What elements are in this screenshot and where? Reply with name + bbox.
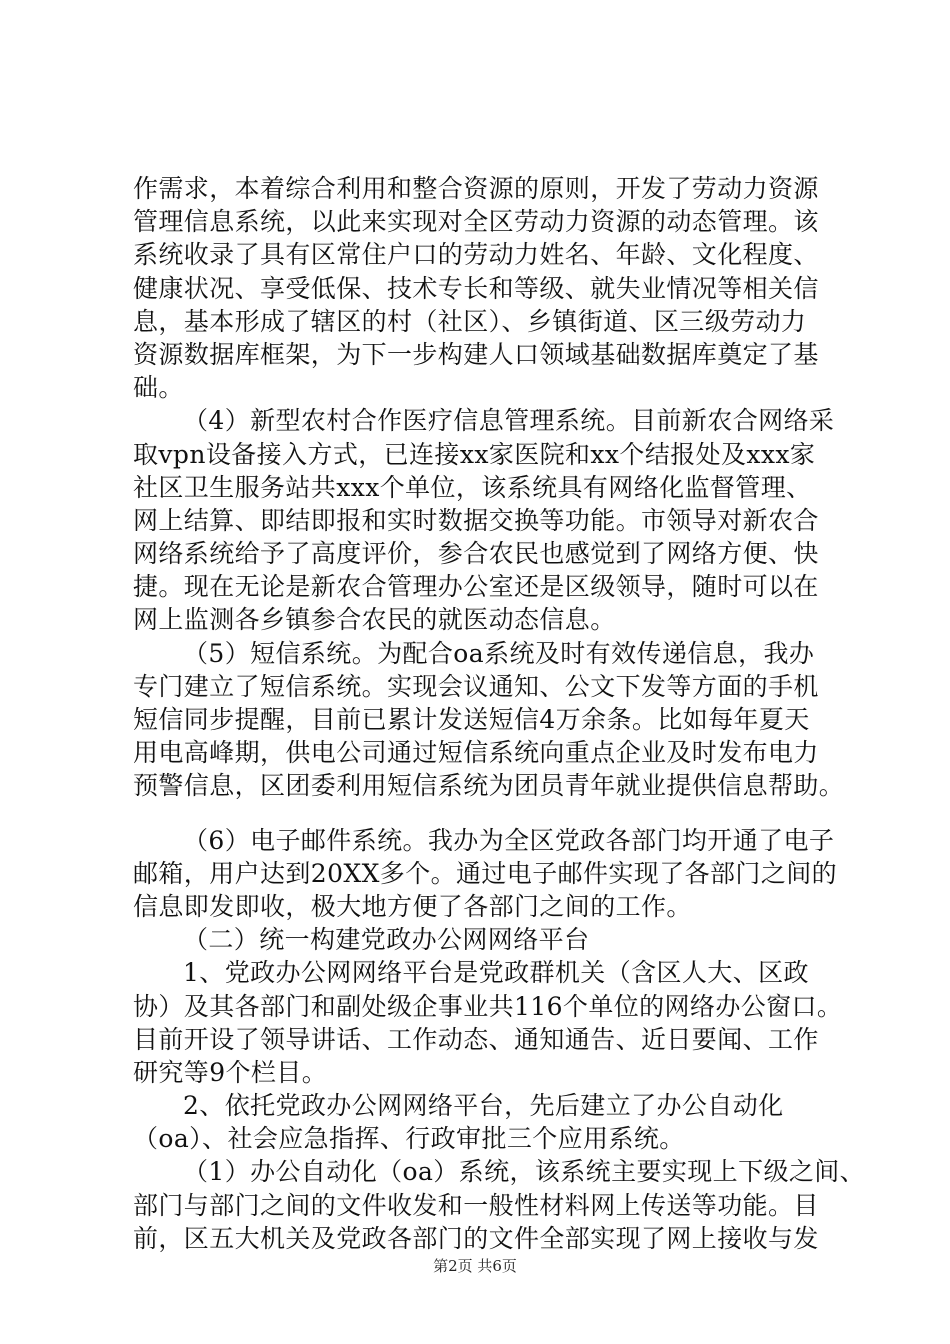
body-line: 管理信息系统，以此来实现对全区劳动力资源的动态管理。该 (133, 207, 819, 237)
body-line: 网上监测各乡镇参合农民的就医动态信息。 (133, 605, 616, 635)
body-line: （oa）、社会应急指挥、行政审批三个应用系统。 (133, 1124, 685, 1154)
paragraph-gap (133, 803, 833, 824)
body-line: 专门建立了短信系统。实现会议通知、公文下发等方面的手机 (133, 671, 819, 701)
body-line: 预警信息，区团委利用短信系统为团员青年就业提供信息帮助。 (133, 771, 845, 801)
body-line: 网上结算、即结即报和实时数据交换等功能。市领导对新农合 (133, 505, 819, 535)
page-number-footer: 第2页 共6页 (433, 1257, 517, 1275)
body-line: 目前开设了领导讲话、工作动态、通知通告、近日要闻、工作 (133, 1024, 819, 1054)
body-line: 健康状况、享受低保、技术专长和等级、就失业情况等相关信 (133, 273, 819, 303)
body-line: 用电高峰期，供电公司通过短信系统向重点企业及时发布电力 (133, 738, 819, 768)
body-line: 础。 (133, 373, 184, 403)
paragraph-start-line: （6）电子邮件系统。我办为全区党政各部门均开通了电子 (183, 825, 835, 855)
body-line: 邮箱，用户达到20XX多个。通过电子邮件实现了各部门之间的 (133, 858, 838, 888)
body-line: 网络系统给予了高度评价，参合农民也感觉到了网络方便、快 (133, 539, 819, 569)
body-line: 社区卫生服务站共xxx个单位，该系统具有网络化监督管理、 (133, 472, 812, 502)
body-line: 部门与部门之间的文件收发和一般性材料网上传送等功能。目 (133, 1190, 819, 1220)
document-body (133, 172, 866, 1255)
body-line: 信息即发即收，极大地方便了各部门之间的工作。 (133, 891, 692, 921)
section-heading: （二）统一构建党政办公网网络平台 (183, 925, 590, 955)
body-line: 资源数据库框架，为下一步构建人口领域基础数据库奠定了基 (133, 339, 819, 369)
paragraph-start-line: （1）办公自动化（oa）系统，该系统主要实现上下级之间、 (183, 1157, 866, 1187)
paragraph-start-line: （4）新型农村合作医疗信息管理系统。目前新农合网络采 (183, 406, 835, 436)
body-line: 协）及其各部门和副处级企事业共116个单位的网络办公窗口。 (133, 991, 843, 1021)
paragraph-start-line: （5）短信系统。为配合oa系统及时有效传递信息，我办 (183, 638, 815, 668)
paragraph-start-line: 1、党政办公网网络平台是党政群机关（含区人大、区政 (183, 958, 809, 988)
body-line: 短信同步提醒，目前已累计发送短信4万余条。比如每年夏天 (133, 705, 810, 734)
body-line: 息，基本形成了辖区的村（社区）、乡镇街道、区三级劳动力 (133, 306, 807, 336)
body-line: 取vpn设备接入方式，已连接xx家医院和xx个结报处及xxx家 (133, 439, 816, 469)
body-line: 捷。现在无论是新农合管理办公室还是区级领导，随时可以在 (133, 572, 819, 602)
body-line: 系统收录了具有区常住户口的劳动力姓名、年龄、文化程度、 (133, 240, 819, 270)
body-line: 研究等9个栏目。 (133, 1057, 328, 1087)
body-line: 作需求，本着综合利用和整合资源的原则，开发了劳动力资源 (133, 174, 819, 203)
body-line: 前，区五大机关及党政各部门的文件全部实现了网上接收与发 (133, 1223, 819, 1253)
paragraph-start-line: 2、依托党政办公网网络平台，先后建立了办公自动化 (183, 1091, 784, 1121)
